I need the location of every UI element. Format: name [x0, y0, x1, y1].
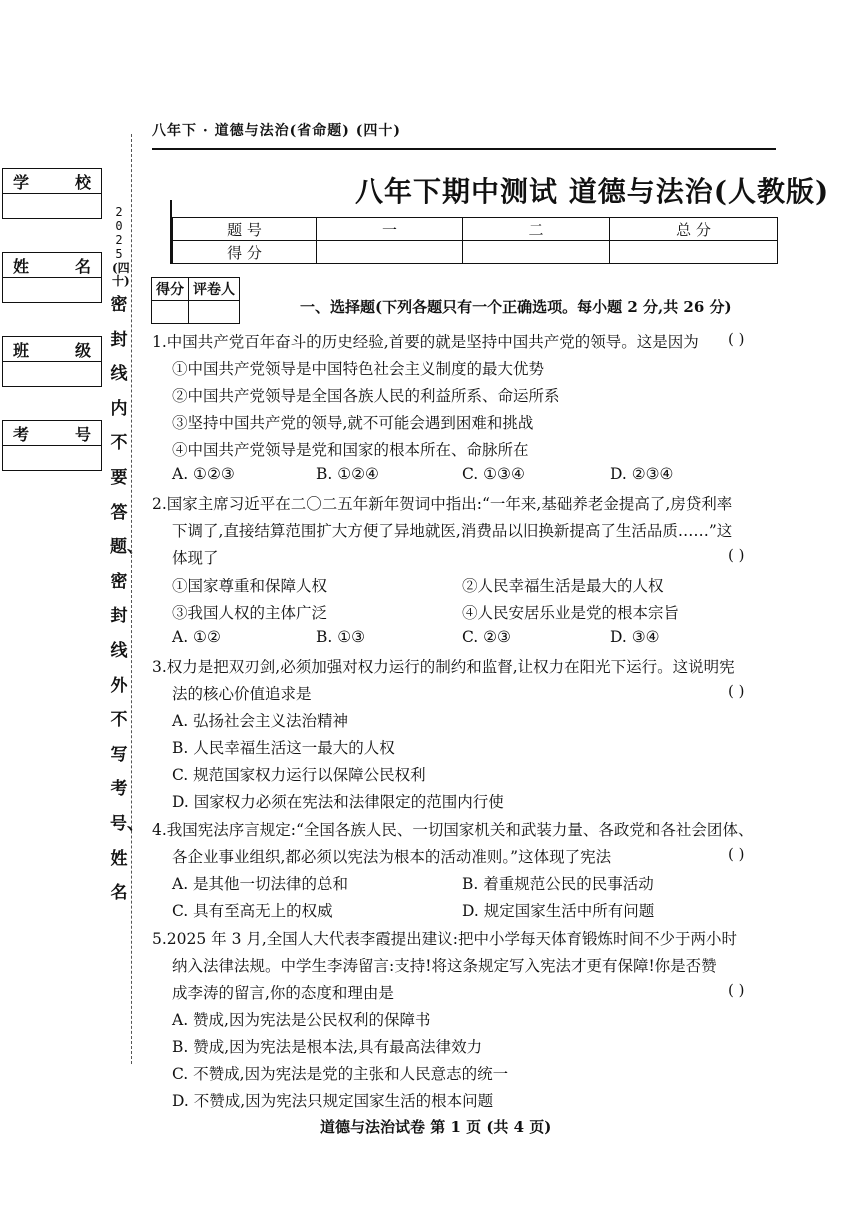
answer-paren[interactable]: ( ) — [728, 845, 745, 863]
grader-score-label: 得分 — [152, 278, 189, 301]
question-1-option-d[interactable]: D. ②③④ — [610, 465, 674, 483]
question-2-option-c[interactable]: C. ②③ — [462, 628, 511, 646]
question-2-option-a[interactable]: A. ①② — [172, 628, 221, 646]
year-vertical: 2025 — [115, 205, 123, 261]
question-3-stem: 3.权力是把双刃剑,必须加强对权力运行的制约和监督,让权力在阳光下运行。这说明宪 — [152, 658, 735, 676]
question-5-stem: 成李涛的留言,你的态度和理由是 — [172, 984, 394, 1002]
score-value-cell[interactable] — [463, 241, 610, 264]
page-footer: 道德与法治试卷 第 1 页 (共 4 页) — [320, 1118, 552, 1136]
question-1-option-a[interactable]: A. ①②③ — [172, 465, 235, 483]
question-1-option-b[interactable]: B. ①②④ — [316, 465, 379, 483]
grader-table — [151, 277, 240, 324]
name-label: 姓 名 — [3, 253, 101, 278]
score-table-header-row — [173, 218, 778, 241]
school-label: 学 校 — [3, 169, 101, 194]
name-blank[interactable] — [3, 278, 101, 302]
exam-number-label: 考 号 — [3, 421, 101, 446]
series-header: 八年下 · 道德与法治(省命题) (四十) — [152, 123, 401, 139]
name-field[interactable] — [2, 252, 102, 303]
question-2-item: ①国家尊重和保障人权 — [172, 577, 328, 595]
question-3-option-d[interactable]: D. 国家权力必须在宪法和法律限定的范围内行使 — [172, 793, 504, 811]
question-4-option-a[interactable]: A. 是其他一切法律的总和 — [172, 875, 349, 893]
question-3-option-a[interactable]: A. 弘扬社会主义法治精神 — [172, 712, 349, 730]
question-1-item: ④中国共产党领导是党和国家的根本所在、命脉所在 — [172, 441, 529, 459]
question-5-option-b[interactable]: B. 赞成,因为宪法是根本法,具有最高法律效力 — [172, 1038, 483, 1056]
score-header-cell: 总 分 — [610, 218, 778, 241]
score-value-cell[interactable] — [610, 241, 778, 264]
question-4-option-c[interactable]: C. 具有至高无上的权威 — [172, 902, 333, 920]
question-4-stem: 4.我国宪法序言规定:“全国各族人民、一切国家机关和武装力量、各政党和各社会团体、 — [152, 821, 754, 839]
question-3-option-c[interactable]: C. 规范国家权力运行以保障公民权利 — [172, 766, 426, 784]
score-header-cell: 二 — [463, 218, 610, 241]
exam-number-field[interactable] — [2, 420, 102, 471]
question-2-stem: 体现了 — [172, 549, 219, 567]
score-value-cell[interactable] — [317, 241, 463, 264]
question-5-stem: 纳入法律法规。中学生李涛留言:支持!将这条规定写入宪法才更有保障!你是否赞 — [172, 957, 717, 975]
code-vertical: (四十) — [112, 261, 130, 288]
answer-paren[interactable]: ( ) — [728, 330, 745, 348]
seal-line-notice: 密封线内不要答题、密封线外不写考号、姓名 — [110, 295, 144, 904]
answer-paren[interactable]: ( ) — [728, 546, 745, 564]
class-field[interactable] — [2, 336, 102, 387]
question-1-option-c[interactable]: C. ①③④ — [462, 465, 525, 483]
exam-title: 八年下期中测试 道德与法治(人教版) — [355, 175, 830, 208]
score-table-value-row — [173, 241, 778, 264]
score-table — [172, 217, 778, 264]
question-1-item: ②中国共产党领导是全国各族人民的利益所系、命运所系 — [172, 387, 560, 405]
question-1-item: ①中国共产党领导是中国特色社会主义制度的最大优势 — [172, 360, 545, 378]
grader-name-label: 评卷人 — [189, 278, 240, 301]
score-header-cell: 题 号 — [173, 218, 317, 241]
grader-name-blank[interactable] — [189, 301, 240, 324]
class-blank[interactable] — [3, 362, 101, 386]
question-5-stem: 5.2025 年 3 月,全国人大代表李霞提出建议:把中小学每天体育锻炼时间不少于两小时 — [152, 930, 738, 948]
header-rule — [152, 148, 776, 150]
question-3-stem: 法的核心价值追求是 — [172, 685, 312, 703]
answer-paren[interactable]: ( ) — [728, 981, 745, 999]
question-5-option-a[interactable]: A. 赞成,因为宪法是公民权利的保障书 — [172, 1011, 431, 1029]
school-field[interactable] — [2, 168, 102, 219]
school-blank[interactable] — [3, 194, 101, 218]
question-2-stem: 下调了,直接结算范围扩大方便了异地就医,消费品以旧换新提高了生活品质……”这 — [172, 522, 733, 540]
question-3-option-b[interactable]: B. 人民幸福生活这一最大的人权 — [172, 739, 395, 757]
exam-number-blank[interactable] — [3, 446, 101, 470]
question-4-stem: 各企业事业组织,都必须以宪法为根本的活动准则。”这体现了宪法 — [172, 848, 612, 866]
question-2-option-d[interactable]: D. ③④ — [610, 628, 660, 646]
score-header-cell: 一 — [317, 218, 463, 241]
question-2-item: ④人民安居乐业是党的根本宗旨 — [462, 604, 680, 622]
class-label: 班 级 — [3, 337, 101, 362]
question-4-option-d[interactable]: D. 规定国家生活中所有问题 — [462, 902, 655, 920]
score-row-label: 得 分 — [173, 241, 317, 264]
answer-paren[interactable]: ( ) — [728, 682, 745, 700]
seal-dashed-line — [131, 134, 132, 1064]
question-4-option-b[interactable]: B. 着重规范公民的民事活动 — [462, 875, 654, 893]
question-2-option-b[interactable]: B. ①③ — [316, 628, 366, 646]
question-2-item: ②人民幸福生活是最大的人权 — [462, 577, 664, 595]
question-2-item: ③我国人权的主体广泛 — [172, 604, 328, 622]
section-title: 一、选择题(下列各题只有一个正确选项。每小题 2 分,共 26 分) — [300, 298, 732, 316]
question-5-option-c[interactable]: C. 不赞成,因为宪法是党的主张和人民意志的统一 — [172, 1065, 509, 1083]
question-2-stem: 2.国家主席习近平在二〇二五年新年贺词中指出:“一年来,基础养老金提高了,房贷利率 — [152, 495, 733, 513]
question-1-stem: 1.中国共产党百年奋斗的历史经验,首要的就是坚持中国共产党的领导。这是因为 — [152, 333, 699, 351]
question-1-item: ③坚持中国共产党的领导,就不可能会遇到困难和挑战 — [172, 414, 534, 432]
grader-score-blank[interactable] — [152, 301, 189, 324]
question-5-option-d[interactable]: D. 不赞成,因为宪法只规定国家生活的根本问题 — [172, 1092, 494, 1110]
